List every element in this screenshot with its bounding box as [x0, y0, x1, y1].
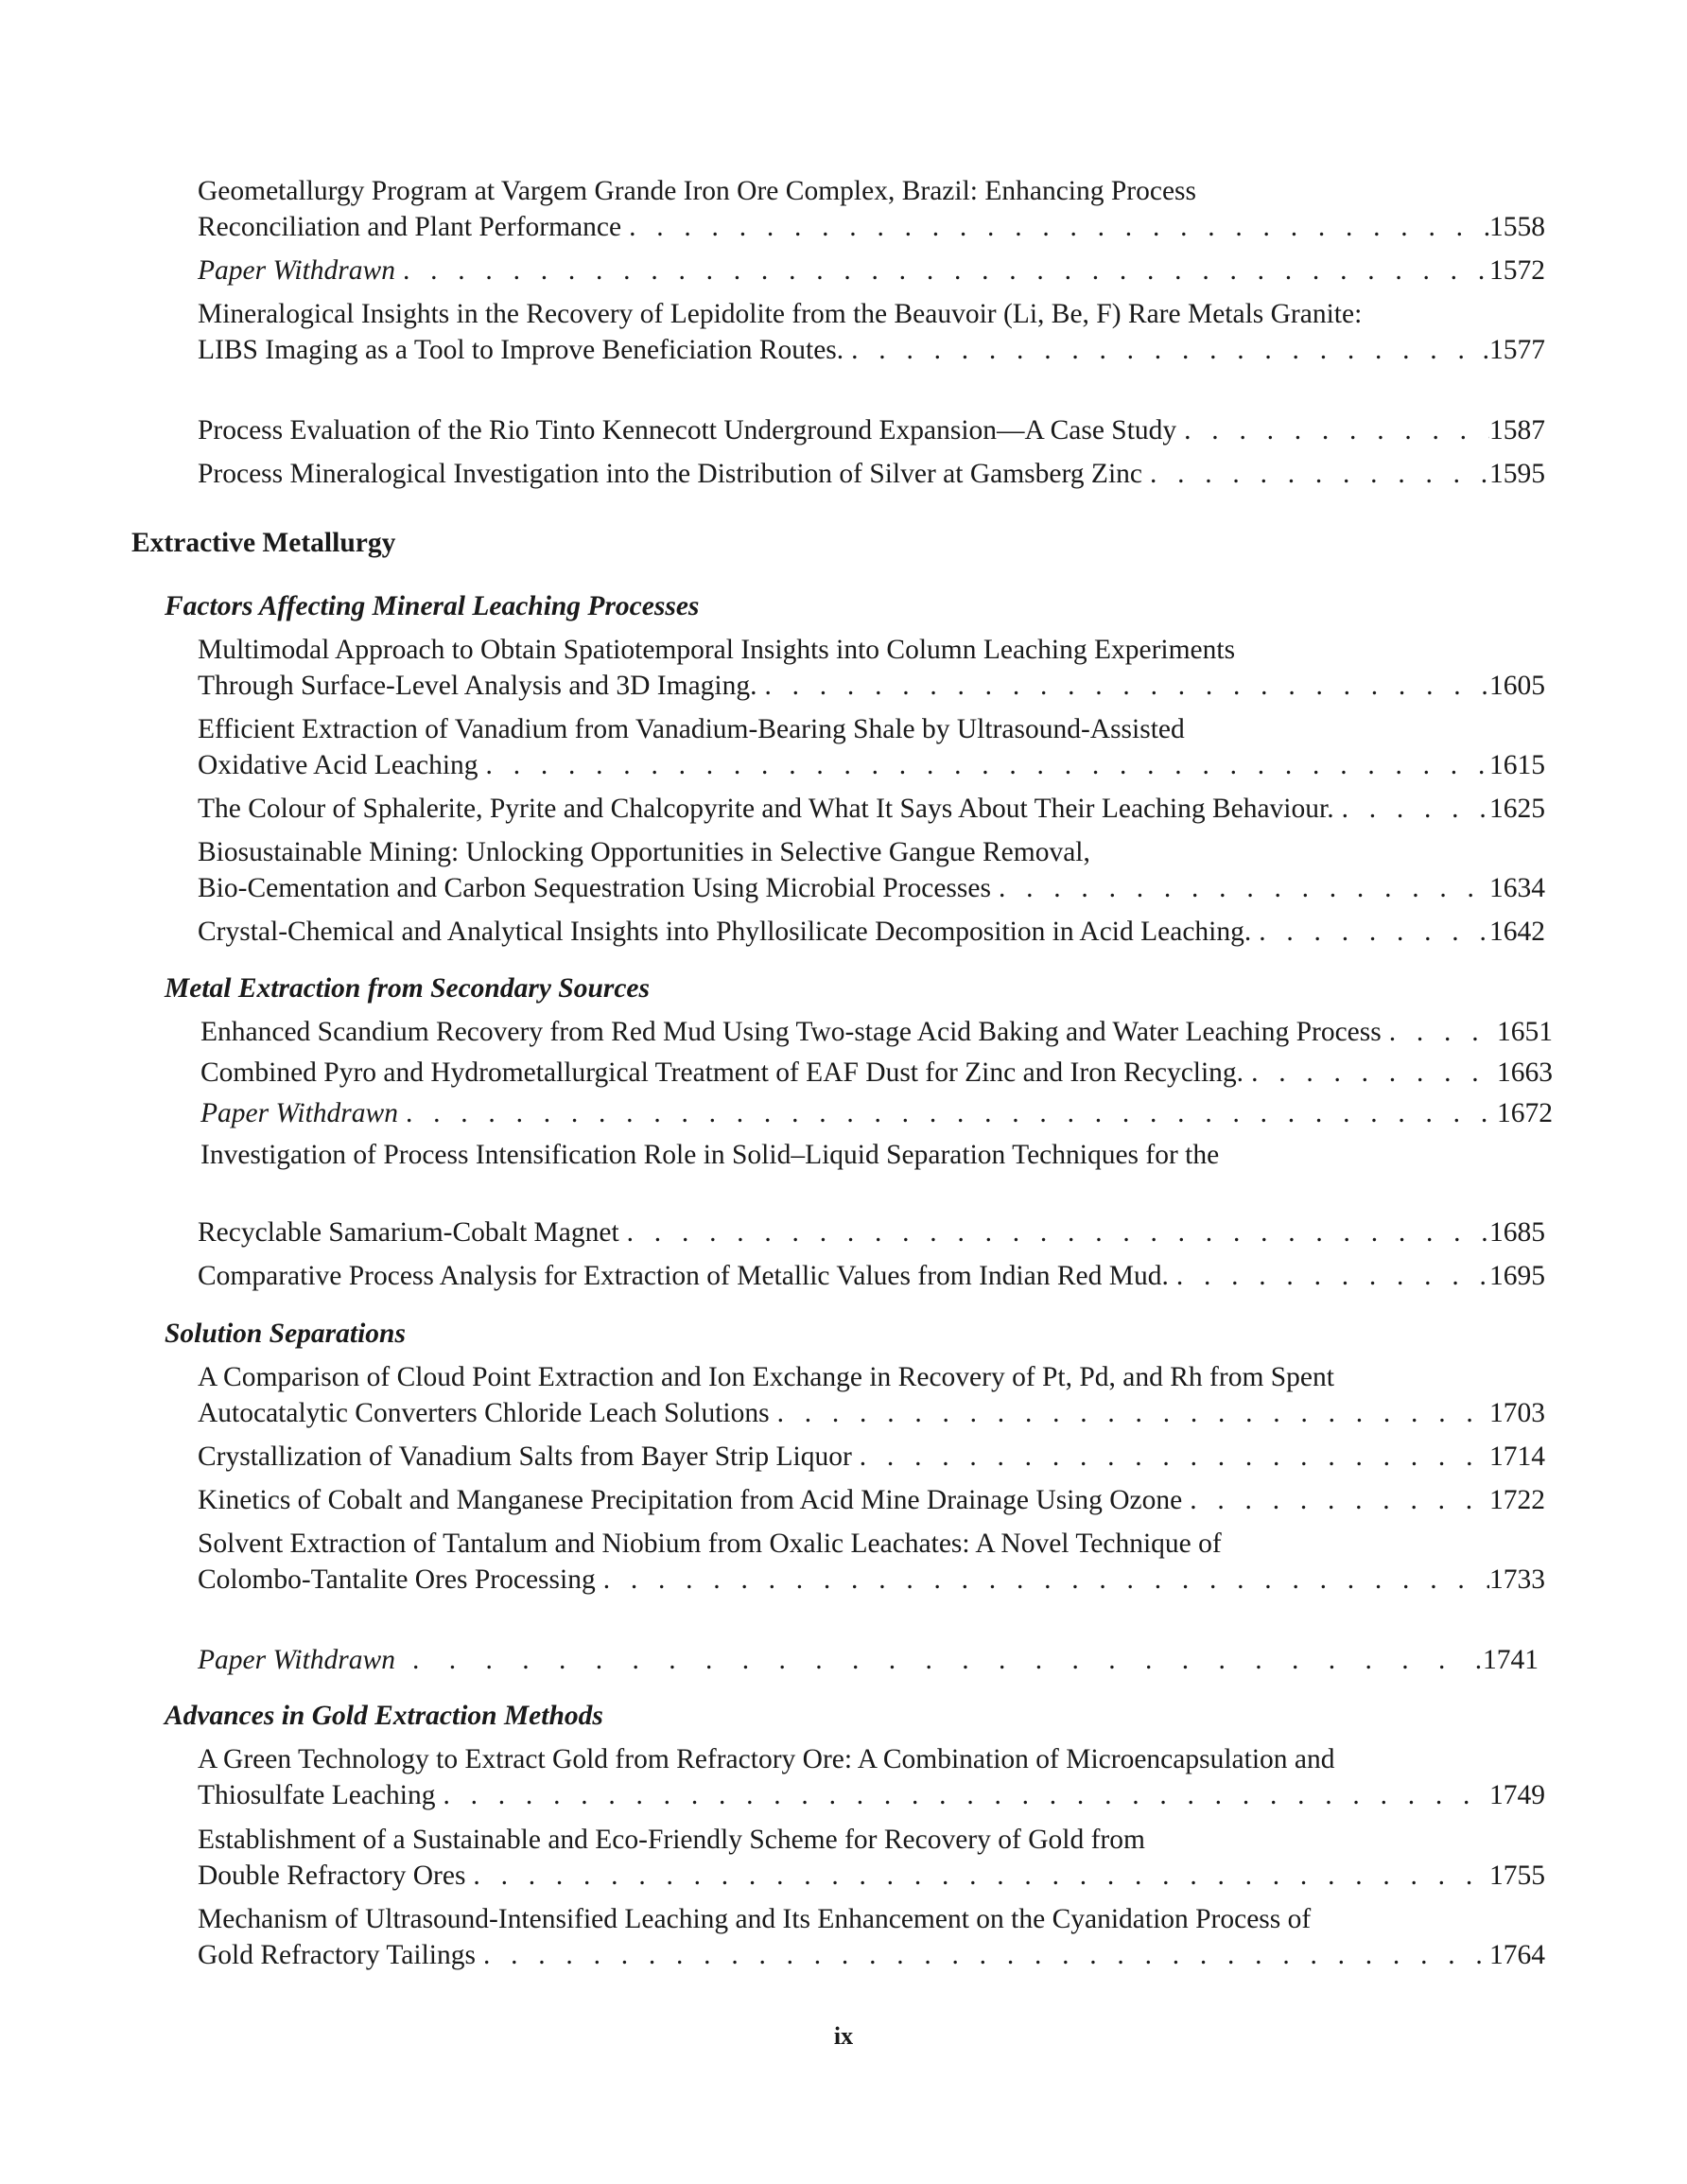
entry-title-last: Colombo-Tantalite Ores Processing	[198, 1564, 596, 1595]
toc-entry	[198, 1642, 1539, 1678]
toc-entry	[198, 632, 1545, 704]
subsection-heading: Metal Extraction from Secondary Sources	[165, 973, 650, 1004]
leader-dots	[476, 1937, 1489, 1973]
toc-entry	[198, 1214, 1545, 1250]
page-number: 1587	[1489, 415, 1545, 446]
section-heading: Extractive Metallurgy	[131, 528, 396, 558]
leader-dots	[478, 747, 1489, 783]
toc-entry	[198, 791, 1545, 827]
page-number: 1663	[1497, 1057, 1553, 1088]
entry-title-last: Paper Withdrawn	[198, 255, 395, 286]
page-number: 1642	[1489, 917, 1545, 947]
entry-title-last: Combined Pyro and Hydrometallurgical Treatment of EAF Dust for Zinc and Iron Recycling.	[200, 1057, 1244, 1088]
leader-dots	[991, 870, 1489, 906]
entry-title-line: Establishment of a Sustainable and Eco-Friendly Scheme for Recovery of Gold from	[198, 1825, 1145, 1855]
page-number: 1764	[1489, 1940, 1545, 1970]
leader-dots	[1169, 1258, 1489, 1294]
leader-dots	[395, 1642, 1483, 1678]
page-folio: ix	[833, 2022, 854, 2050]
toc-entry	[198, 173, 1545, 245]
toc-entry	[198, 412, 1545, 448]
toc-entry	[198, 914, 1545, 950]
toc-entry	[198, 834, 1545, 906]
entry-title-last: Process Mineralogical Investigation into the Distribution of Silver at Gamsberg Zinc	[198, 459, 1142, 489]
leader-dots	[1244, 1055, 1497, 1091]
entry-title-last: Gold Refractory Tailings	[198, 1940, 476, 1970]
toc-entry	[198, 1482, 1545, 1518]
leader-dots	[1251, 914, 1489, 950]
leader-dots	[1334, 791, 1489, 827]
entry-title-line: Multimodal Approach to Obtain Spatiotemporal Insights into Column Leaching Experiments	[198, 635, 1236, 665]
toc-entry	[198, 1359, 1545, 1431]
entry-title-line: Efficient Extraction of Vanadium from Vanadium-Bearing Shale by Ultrasound-Assisted	[198, 714, 1185, 744]
leader-dots	[770, 1395, 1489, 1431]
toc-entry	[198, 1741, 1545, 1813]
entry-title-last: Thiosulfate Leaching	[198, 1780, 436, 1810]
page-number: .1577	[1482, 335, 1545, 365]
leader-dots	[465, 1858, 1489, 1894]
leader-dots	[1176, 412, 1489, 448]
toc-entry	[198, 296, 1545, 368]
entry-title-last: Bio-Cementation and Carbon Sequestration Using Microbial Processes	[198, 873, 991, 903]
entry-title-last: Through Surface-Level Analysis and 3D Imaging.	[198, 671, 757, 701]
page-number: 1634	[1489, 873, 1545, 903]
entry-title-last: Oxidative Acid Leaching	[198, 750, 478, 780]
toc-entry	[198, 253, 1545, 288]
entry-title-last: Paper Withdrawn	[198, 1645, 395, 1675]
page-number: 1572	[1489, 255, 1545, 286]
page-number: 1749	[1489, 1780, 1545, 1810]
page-number: 1615	[1489, 750, 1545, 780]
toc-entry	[200, 1055, 1553, 1091]
entry-title-last: Crystallization of Vanadium Salts from Bayer Strip Liquor	[198, 1441, 852, 1472]
leader-dots	[395, 253, 1489, 288]
leader-dots	[621, 209, 1489, 245]
page-number: 1703	[1489, 1398, 1545, 1428]
toc-entry	[200, 1014, 1553, 1050]
subsection-heading: Advances in Gold Extraction Methods	[165, 1701, 603, 1731]
entry-title-line: Mineralogical Insights in the Recovery of Lepidolite from the Beauvoir (Li, Be, F) Rare Metals Granite:	[198, 299, 1363, 329]
page-number: 1733	[1489, 1564, 1545, 1595]
page-number: 1625	[1489, 794, 1545, 824]
toc-entry	[200, 1137, 1553, 1173]
page-number: 1695	[1489, 1261, 1545, 1291]
page-number: 1741	[1483, 1645, 1539, 1675]
leader-dots	[1182, 1482, 1489, 1518]
entry-title-last: Process Evaluation of the Rio Tinto Kennecott Underground Expansion—A Case Study	[198, 415, 1177, 446]
toc-entry	[198, 1822, 1545, 1894]
leader-dots	[844, 332, 1482, 368]
toc-entry	[198, 456, 1545, 492]
page-number: 1714	[1489, 1441, 1545, 1472]
entry-title-last: LIBS Imaging as a Tool to Improve Beneficiation Routes.	[198, 335, 844, 365]
page-number: 1605	[1489, 671, 1545, 701]
entry-title-last: Autocatalytic Converters Chloride Leach Solutions	[198, 1398, 770, 1428]
leader-dots	[1142, 456, 1489, 492]
page-number: 1558	[1489, 212, 1545, 242]
leader-dots	[1382, 1014, 1497, 1050]
page-number: 1722	[1489, 1485, 1545, 1515]
entry-title-line: Solvent Extraction of Tantalum and Niobium from Oxalic Leachates: A Novel Technique of	[198, 1529, 1222, 1559]
entry-title-line: Investigation of Process Intensification Role in Solid–Liquid Separation Techniques for the	[200, 1140, 1220, 1170]
entry-title-last: Kinetics of Cobalt and Manganese Precipitation from Acid Mine Drainage Using Ozone	[198, 1485, 1183, 1515]
entry-title-last: Double Refractory Ores	[198, 1861, 466, 1891]
leader-dots	[852, 1439, 1489, 1475]
leader-dots	[398, 1095, 1497, 1131]
subsection-heading: Solution Separations	[165, 1319, 406, 1349]
entry-title-line: Biosustainable Mining: Unlocking Opportunities in Selective Gangue Removal,	[198, 837, 1090, 867]
entry-title-line: Mechanism of Ultrasound-Intensified Leaching and Its Enhancement on the Cyanidation Process of	[198, 1904, 1312, 1934]
entry-title-last: Comparative Process Analysis for Extraction of Metallic Values from Indian Red Mud.	[198, 1261, 1169, 1291]
leader-dots	[435, 1777, 1489, 1813]
entry-title-last: Enhanced Scandium Recovery from Red Mud Using Two-stage Acid Baking and Water Leaching Process	[200, 1017, 1382, 1047]
entry-title-line: Geometallurgy Program at Vargem Grande Iron Ore Complex, Brazil: Enhancing Process	[198, 176, 1196, 206]
toc-entry	[198, 1258, 1545, 1294]
subsection-heading: Factors Affecting Mineral Leaching Processes	[165, 591, 700, 621]
entry-title-last: The Colour of Sphalerite, Pyrite and Chalcopyrite and What It Says About Their Leaching Behaviour.	[198, 794, 1334, 824]
toc-entry	[200, 1095, 1553, 1131]
entry-title-last: Crystal-Chemical and Analytical Insights into Phyllosilicate Decomposition in Acid Leaching.	[198, 917, 1252, 947]
leader-dots	[596, 1562, 1489, 1598]
toc-entry	[198, 1526, 1545, 1598]
entry-title-last: Paper Withdrawn	[200, 1098, 398, 1128]
leader-dots	[757, 668, 1489, 704]
entry-title-last: Reconciliation and Plant Performance	[198, 212, 622, 242]
leader-dots	[619, 1214, 1489, 1250]
entry-title-line: A Comparison of Cloud Point Extraction and Ion Exchange in Recovery of Pt, Pd, and Rh from Spent	[198, 1362, 1334, 1392]
page-number: 1672	[1497, 1098, 1553, 1128]
toc-entry	[198, 711, 1545, 783]
entry-title-line: A Green Technology to Extract Gold from Refractory Ore: A Combination of Microencapsulation and	[198, 1744, 1335, 1774]
page-number: 1685	[1489, 1217, 1545, 1248]
toc-entry	[198, 1439, 1545, 1475]
page-number: 1651	[1497, 1017, 1553, 1047]
entry-title-last: Recyclable Samarium-Cobalt Magnet	[198, 1217, 619, 1248]
page-number: 1595	[1489, 459, 1545, 489]
toc-entry	[198, 1901, 1545, 1973]
page-number: 1755	[1489, 1861, 1545, 1891]
